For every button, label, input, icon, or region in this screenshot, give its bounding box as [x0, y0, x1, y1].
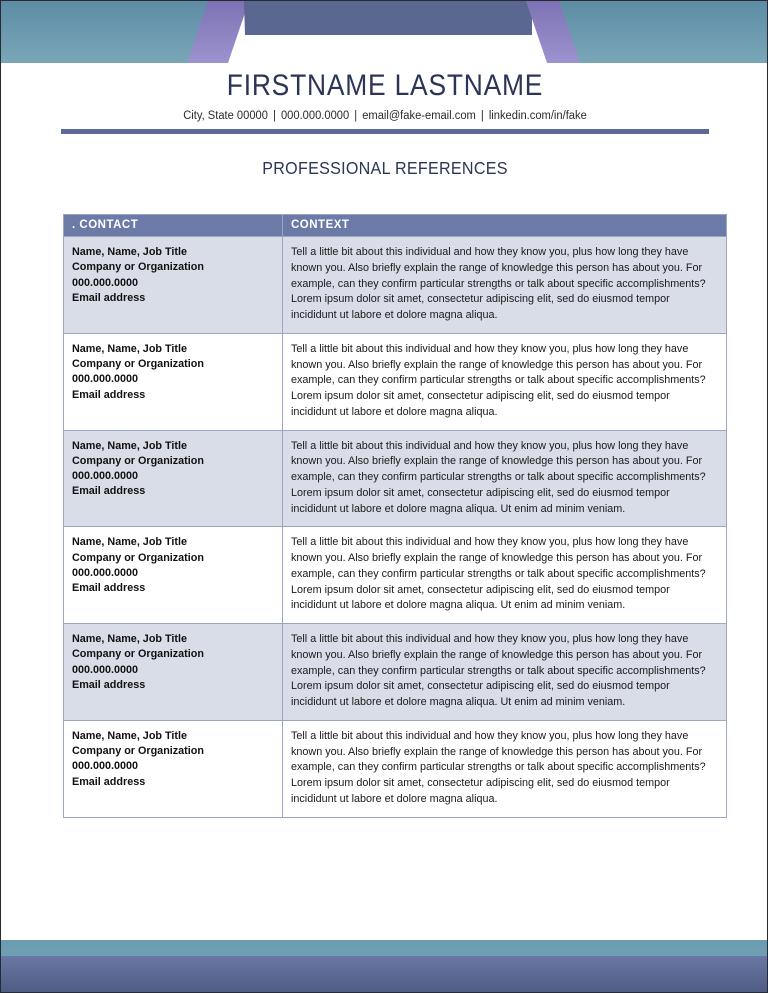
banner-shape-slate-center-fill: [244, 1, 532, 35]
column-header-contact: . CONTACT: [64, 215, 283, 237]
reference-phone: 000.000.0000: [72, 276, 139, 289]
reference-email: Email address: [72, 388, 146, 401]
reference-email: Email address: [72, 582, 146, 595]
contact-email[interactable]: email@fake-email.com: [362, 110, 476, 122]
reference-name: Name, Name, Job Title: [72, 633, 188, 645]
footer-band-teal: [1, 940, 768, 956]
table-row: [64, 333, 727, 430]
reference-phone: 000.000.0000: [72, 470, 139, 483]
reference-email: Email address: [72, 775, 146, 788]
footer-band-slate: [1, 956, 768, 992]
reference-phone: 000.000.0000: [72, 566, 139, 579]
table-row: [64, 720, 727, 817]
reference-email: Email address: [72, 291, 146, 304]
reference-name: Name, Name, Job Title: [72, 246, 188, 258]
table-row: [64, 527, 727, 624]
contact-cell: [64, 237, 283, 334]
contact-phone: 000.000.0000: [280, 110, 350, 122]
reference-name: Name, Name, Job Title: [72, 342, 188, 355]
header-divider-rule: [61, 129, 709, 134]
contact-line: [13, 103, 758, 122]
reference-name: Name, Name, Job Title: [72, 439, 188, 452]
contact-cell: [64, 720, 283, 817]
footer-decorative-banner: [1, 940, 768, 992]
reference-phone: 000.000.0000: [72, 760, 139, 773]
banner-shape-teal-right: [559, 1, 768, 63]
table-row: [64, 237, 727, 334]
contact-separator-1: |: [272, 110, 276, 122]
header-decorative-banner: [1, 1, 768, 63]
context-cell: Tell a little bit about this individual and how they know you, plus how long they have known you. Also briefly explain the range of knowledge this person has about you. For example, can they confirm particular strengths or talk about specific accomplishments? Lorem ipsum dolor sit amet, consectetur adipiscing elit, sed do eiusmod tempor incididunt ut labore et dolore magna aliqua. Ut enim ad minim veniam.: [283, 624, 727, 721]
reference-company: Company or Organization: [72, 454, 204, 467]
table-header-row: [64, 215, 727, 237]
reference-email: Email address: [72, 485, 146, 498]
contact-cell: [64, 430, 283, 527]
reference-company: Company or Organization: [72, 261, 204, 274]
context-cell: Tell a little bit about this individual and how they know you, plus how long they have known you. Also briefly explain the range of knowledge this person has about you. For example, can they confirm particular strengths or talk about specific accomplishments? Lorem ipsum dolor sit amet, consectetur adipiscing elit, sed do eiusmod tempor incididunt ut labore et dolore magna aliqua.: [283, 237, 727, 334]
reference-phone: 000.000.0000: [72, 373, 139, 386]
identity-block: [1, 63, 768, 122]
contact-separator-3: |: [480, 110, 484, 122]
contact-separator-2: |: [354, 110, 358, 122]
table-row: [64, 624, 727, 721]
reference-company: Company or Organization: [72, 648, 204, 661]
references-table: [63, 214, 727, 818]
section-heading-professional-references: PROFESSIONAL REFERENCES: [262, 158, 508, 178]
context-cell: Tell a little bit about this individual and how they know you, plus how long they have known you. Also briefly explain the range of knowledge this person has about you. For example, can they confirm particular strengths or talk about specific accomplishments? Lorem ipsum dolor sit amet, consectetur adipiscing elit, sed do eiusmod tempor incididunt ut labore et dolore magna aliqua.: [283, 333, 727, 430]
context-cell: Tell a little bit about this individual and how they know you, plus how long they have known you. Also briefly explain the range of knowledge this person has about you. For example, can they confirm particular strengths or talk about specific accomplishments? Lorem ipsum dolor sit amet, consectetur adipiscing elit, sed do eiusmod tempor incididunt ut labore et dolore magna aliqua. Ut enim ad minim veniam.: [283, 430, 727, 527]
contact-cell: [64, 624, 283, 721]
reference-company: Company or Organization: [72, 551, 204, 564]
reference-email: Email address: [72, 678, 146, 691]
context-cell: Tell a little bit about this individual and how they know you, plus how long they have known you. Also briefly explain the range of knowledge this person has about you. For example, can they confirm particular strengths or talk about specific accomplishments? Lorem ipsum dolor sit amet, consectetur adipiscing elit, sed do eiusmod tempor incididunt ut labore et dolore magna aliqua.: [283, 720, 727, 817]
contact-cell: [64, 333, 283, 430]
reference-phone: 000.000.0000: [72, 663, 139, 676]
reference-name: Name, Name, Job Title: [72, 729, 188, 742]
reference-name: Name, Name, Job Title: [72, 536, 188, 549]
context-cell: Tell a little bit about this individual and how they know you, plus how long they have known you. Also briefly explain the range of knowledge this person has about you. For example, can they confirm particular strengths or talk about specific accomplishments? Lorem ipsum dolor sit amet, consectetur adipiscing elit, sed do eiusmod tempor incididunt ut labore et dolore magna aliqua. Ut enim ad minim veniam.: [283, 527, 727, 624]
references-table-body: [64, 237, 727, 818]
contact-location: City, State 00000: [183, 110, 268, 122]
contact-cell: [64, 527, 283, 624]
reference-company: Company or Organization: [72, 358, 204, 371]
page-title: FIRSTNAME LASTNAME: [226, 69, 544, 102]
contact-linkedin[interactable]: linkedin.com/in/fake: [488, 110, 587, 122]
column-header-context: CONTEXT: [283, 215, 727, 237]
table-row: [64, 430, 727, 527]
reference-company: Company or Organization: [72, 745, 204, 758]
banner-shape-teal-left: [1, 1, 217, 63]
